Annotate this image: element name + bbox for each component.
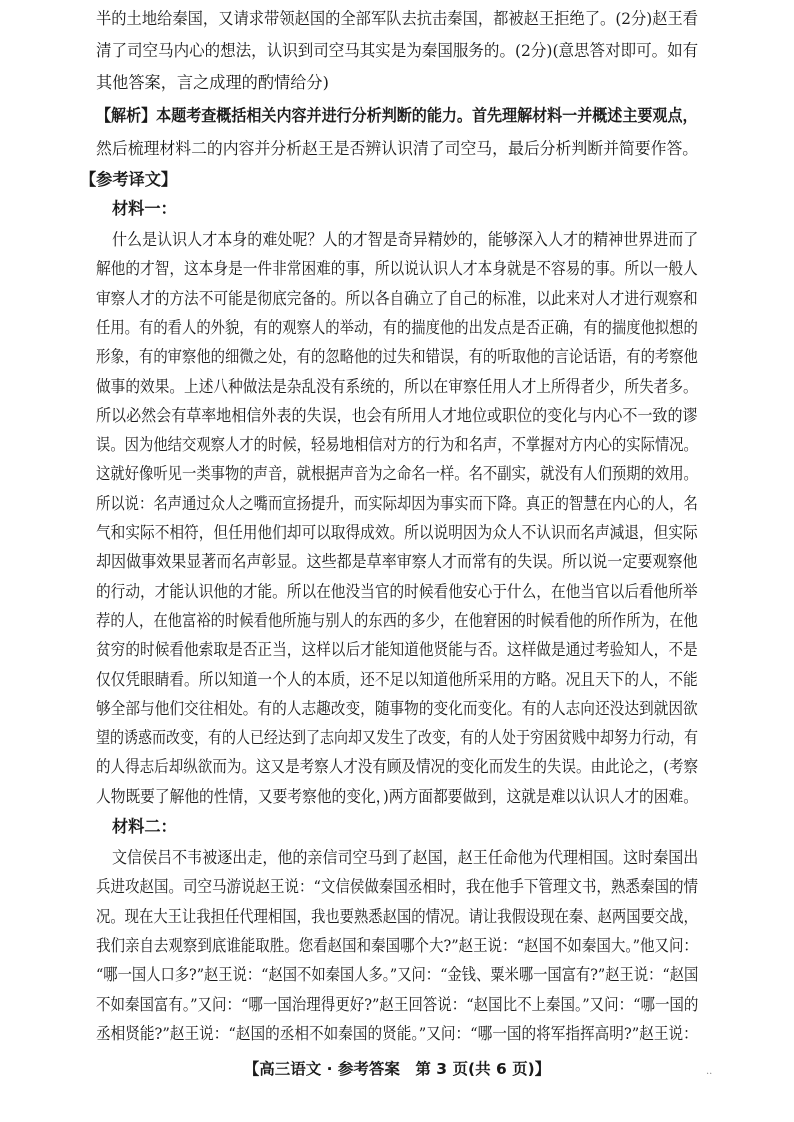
paragraph-line: 所以说：名声通过众人之嘴而宣扬提升，而实际却因为事实而下降。真正的智慧在内心的人，名 (96, 493, 698, 513)
page-footer: 【高三语文 · 参考答案 第 3 页(共 6 页)】 (243, 1060, 551, 1078)
corner-mark: .. (706, 1066, 713, 1077)
paragraph-line: 任用。有的看人的外貌，有的观察人的举动，有的揣度他的出发点是否正确，有的揣度他拟想的 (96, 317, 698, 337)
analysis-line: 然后梳理材料二的内容并分析赵王是否辨认识清了司空马，最后分析判断并简要作答。 (96, 139, 699, 158)
answer-line: 清了司空马内心的想法，认识到司空马其实是为秦国服务的。(2分)(意思答对即可。如有 (96, 41, 699, 60)
paragraph-line: 气和实际不相符，但任用他们却可以取得成效。所以说明因为众人不认识而名声減退，但实际 (96, 523, 698, 542)
paragraph-line: “哪一国人口多?”赵王说：“赵国不如秦国人多。”又问：“金钱、粟米哪一国富有?”赵王说：“赵国 (96, 965, 699, 985)
material2-label: 材料二： (112, 817, 177, 836)
analysis-label: 【解析】 (96, 106, 157, 125)
paragraph-line: 不如秦国富有。”又问：“哪一国治理得更好?”赵王回答说：“赵国比不上秦国。”又问：“哪一国的 (96, 994, 699, 1014)
paragraph-line: 够全部与他们交往相处。有的人志趣改变，随事物的变化而变化。有的人志向还没达到就因欲 (96, 698, 698, 718)
paragraph-line: 形象，有的审察他的细微之处，有的忽略他的过失和错误，有的听取他的言论话语，有的考察他 (96, 347, 698, 367)
answer-line: 其他答案，言之成理的酌情给分) (96, 73, 329, 92)
paragraph-line: 况。现在大王让我担任代理相国，我也要熟悉赵国的情况。请让我假设现在秦、赵两国要交战， (96, 906, 698, 926)
material1-label: 材料一： (112, 199, 177, 218)
analysis-line (96, 105, 698, 127)
paragraph-line: 文信侯吕不韦被逐出走，他的亲信司空马到了赵国，赵王任命他为代理相国。这时秦国出 (112, 848, 699, 867)
paragraph-line: 荐的人，在他富裕的时候看他所施与别人的东西的多少，在他窘困的时候看他的所作所为，在他 (96, 610, 698, 630)
paragraph-line: 审察人才的方法不可能是彻底完备的。所以各自确立了自己的标准，以此来对人才进行观察和 (96, 288, 698, 308)
paragraph-line: 解他的才智，这本身是一件非常困难的事，所以说认识人才本身就是不容易的事。所以一般人 (96, 259, 698, 279)
paragraph-line: 丞相贤能?”赵王说：“赵国的丞相不如秦国的贤能。”又问：“哪一国的将军指挥高明?”赵王说： (96, 1023, 698, 1043)
paragraph-line: 误。因为他结交观察人才的时候，轻易地相信对方的行为和名声，不掌握对方内心的实际情况。 (96, 435, 698, 455)
paragraph-line: 却因做事效果显著而名声彰显。这些都是草率审察人才而常有的失误。所以说一定要观察他 (96, 552, 698, 572)
paragraph-line: 我们亲自去观察到底谁能取胜。您看赵国和秦国哪个大?”赵王说：“赵国不如秦国大。”他又问： (96, 935, 698, 955)
paragraph-line: 的行动，才能认识他的才能。所以在他没当官的时候看他安心于什么，在他当官以后看他所举 (96, 581, 698, 601)
paragraph-line: 贫穷的时候看他索取是否正当，这样以后才能知道他贤能与否。这样做是通过考验知人，不是 (96, 640, 698, 660)
paragraph-line: 兵进攻赵国。司空马游说赵王说：“文信侯做秦国丞相时，我在他手下管理文书，熟悉秦国的情 (96, 877, 698, 897)
paragraph-line: 所以必然会有草率地相信外表的失误，也会有所用人才地位或职位的变化与内心不一致的谬 (96, 405, 698, 425)
answer-line: 半的土地给秦国，又请求带领赵国的全部军队去抗击秦国，都被赵王拒绝了。(2分)赵王看 (96, 9, 699, 28)
paragraph-line: 什么是认识人才本身的难处呢？人的才智是奇异精妙的，能够深入人才的精神世界进而了 (112, 230, 699, 249)
paragraph-line: 做事的效果。上述八种做法是杂乱没有系统的，所以在审察任用人才上所得者少，所失者多。 (96, 376, 698, 396)
paragraph-line: 这就好像听见一类事物的声音，就根据声音为之命名一样。名不副实，就没有人们预期的效用。 (96, 464, 698, 484)
paragraph-line: 仅仅凭眼睛看。所以知道一个人的本质，还不足以知道他所采用的方略。况且天下的人，不能 (96, 669, 698, 689)
paragraph-line: 人物既要了解他的性情，又要考察他的变化，)两方面都要做到，这就是难以认识人才的困难。 (96, 786, 698, 806)
translation-header: 【参考译文】 (80, 170, 178, 189)
paragraph-line: 的人得志后却纵欲而为。这又是考察人才没有顾及情况的变化而发生的失误。由此论之，(考察 (96, 757, 698, 777)
analysis-text: 本题考查概括相关内容并进行分析判断的能力。首先理解材料一并概述主要观点， (156, 106, 698, 125)
paragraph-line: 望的诱惑而改变，有的人已经达到了志向却又发生了改变，有的人处于穷困贫贱中却努力行动，有 (96, 728, 699, 748)
